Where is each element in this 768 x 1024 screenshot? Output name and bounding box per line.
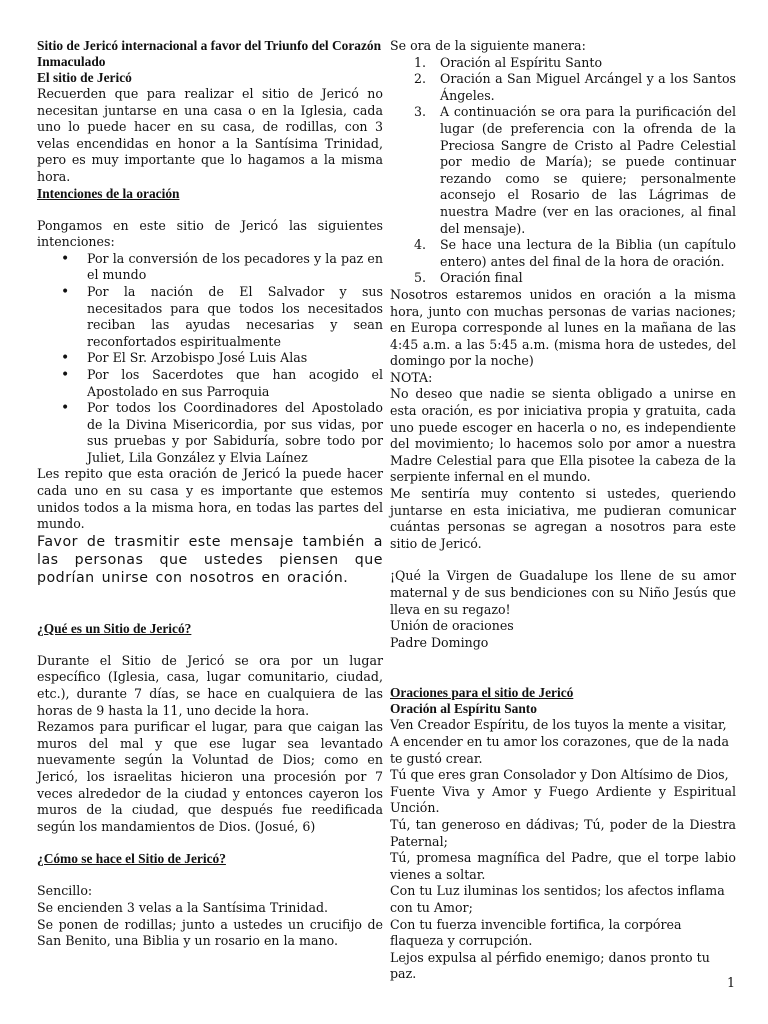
steps-list [390,55,736,287]
list-item [414,71,736,104]
list-item [414,270,736,287]
signature: Padre Domingo [390,634,489,650]
step-text: Oración final [440,270,523,286]
intentions-list [37,251,383,467]
step-number: 5. [414,270,427,286]
verse-line: Tú, tan generoso en dádivas; Tú, poder de la Diestra Paternal; [390,816,736,849]
verse-line: Tú, promesa magnífica del Padre, que el torpe labio vienes a soltar. [390,850,736,882]
step-number: 3. [414,104,427,120]
share-paragraph: Favor de trasmitir este mensaje también a las personas que ustedes piensen que podrían unirse con nosotros en oración. [37,533,383,586]
list-item [414,104,736,237]
how-line: Sencillo: [37,883,93,899]
blessing-paragraph: ¡Qué la Virgen de Guadalupe los llene de su amor maternal y de sus bendiciones con su Niño Jesús que lleva en su regazo! [390,568,736,617]
verse-line: Con tu Luz iluminas los sentidos; los afectos inflama con tu Amor; [390,883,725,915]
list-item: • Por la conversión de los pecadores y la paz en el mundo [87,251,383,284]
list-item: • Por todos los Coordinadores del Apostolado de la Divina Misericordia, por sus vidas, por sus pruebas y por Sabiduría, sobre todo por Juliet, Lila González y Elvia Laínez [87,400,383,466]
repeat-paragraph: Les repito que esta oración de Jericó la puede hacer cada uno en su casa y es importante que estemos unidos todos a la misma hora, en todas las partes del mundo. [37,466,383,532]
spirit-heading: Oración al Espíritu Santo [390,701,537,717]
verse-line: A encender en tu amor los corazones, que de la nada te gustó crear. [390,733,729,766]
how-heading: ¿Cómo se hace el Sitio de Jericó? [37,851,226,867]
what-paragraph-1: Durante el Sitio de Jericó se ora por un lugar específico (Iglesia, casa, lugar comunitario, ciudad, etc.), durante 7 días, se hace en cualquiera de las horas de 9 hasta la 11, uno decide la hora. [37,652,383,718]
list-item: • Por los Sacerdotes que han acogido el Apostolado en sus Parroquia [87,367,383,400]
what-paragraph-2: Rezamos para purificar el lugar, para que caigan las muros del mal y que ese lugar sea levantado nuevamente según la Voluntad de Dios; como en Jericó, los israelitas hicieron una procesión por 7 veces alrededor de la ciudad y entonces cayeron los muros de la ciudad, que después fue reedificada según los mandamientos de Dios. (Josué, 6) [37,719,383,834]
intro-paragraph: Recuerden que para realizar el sitio de Jericó no necesitan juntarse en una casa o en la Iglesia, cada uno lo puede hacer en su casa, de rodillas, con 3 velas encendidas en honor a la Santísima Trinidad, pero es muy importante que lo hagamos a la misma hora. [37,86,383,184]
verse-line: Con tu fuerza invencible fortifica, la corpórea flaqueza y corrupción. [390,916,682,949]
list-item: • Por la nación de El Salvador y sus necesitados para que todos los necesitados reciban las ayudas necesarias y sean reconfortados espiritualmente [87,284,383,350]
intentions-intro: Pongamos en este sitio de Jericó las siguientes intenciones: [37,217,383,250]
union-line: Unión de oraciones [390,618,514,634]
list-item [414,237,736,270]
step-text: Oración al Espíritu Santo [440,54,603,70]
united-paragraph: Nosotros estaremos unidos en oración a la misma hora, junto con muchas personas de varias naciones; en Europa corresponde al lunes en la mañana de las 4:45 a.m. a las 5:45 a.m. (misma hora de ustedes, del domingo por la noche) [390,286,736,369]
step-text: Oración a San Miguel Arcángel y a los Santos Ángeles. [440,71,736,103]
intentions-heading: Intenciones de la oración [37,185,180,201]
verse-line: Lejos expulsa al pérfido enemigo; danos pronto tu paz. [390,949,710,982]
happy-paragraph: Me sentiría muy contento si ustedes, queriendo juntarse en esta iniciativa, me pudieran comunicar cuántas personas se agregan a nosotros para este sitio de Jericó. [390,486,736,551]
verse-line: Tú que eres gran Consolador y Don Altísimo de Dios, [390,767,729,783]
list-item: • Por El Sr. Arzobispo José Luis Alas [87,350,383,367]
step-number: 4. [414,237,427,253]
what-heading: ¿Qué es un Sitio de Jericó? [37,620,192,636]
step-text: A continuación se ora para la purificación del lugar (de preferencia con la ofrenda de la Preciosa Sangre de Cristo al Padre Celestial por medio de María); se puede continuar rezando como se quiere; personalmente aconsejo el Rosario de las Lágrimas de nuestra Madre (ver en las oraciones, al final del mensaje). [440,104,736,236]
document-title: Sitio de Jericó internacional a favor del Triunfo del Corazón Inmaculado [37,38,382,69]
prayers-heading: Oraciones para el sitio de Jericó [390,685,574,701]
right-column [390,38,736,983]
how-line: Se encienden 3 velas a la Santísima Trinidad. [37,899,329,915]
manner-line: Se ora de la siguiente manera: [390,38,586,53]
list-item [414,54,736,72]
verse-line: Fuente Viva y Amor y Fuego Ardiente y Espiritual Unción. [390,783,736,816]
left-column [37,38,383,950]
step-text: Se hace una lectura de la Biblia (un capítulo entero) antes del final de la hora de oración. [440,237,736,269]
section-heading-sitio: El sitio de Jericó [37,70,132,85]
how-line: Se ponen de rodillas; junto a ustedes un crucifijo de San Benito, una Biblia y un rosario en la mano. [37,916,383,949]
verse-line: Ven Creador Espíritu, de los tuyos la mente a visitar, [390,717,727,733]
step-number: 1. [414,54,427,70]
nota-paragraph: No deseo que nadie se sienta obligado a unirse en esta oración, es por iniciativa propia y gratuita, cada uno puede escoger en hacerla o no, es independiente del movimiento; lo hacemos solo por amor a nuestra Madre Celestial para que Ella pisotee la cabeza de la serpiente infernal en el mundo. [390,386,736,485]
step-number: 2. [414,71,427,87]
page-number: 1 [726,975,735,990]
nota-label: NOTA: [390,369,433,385]
